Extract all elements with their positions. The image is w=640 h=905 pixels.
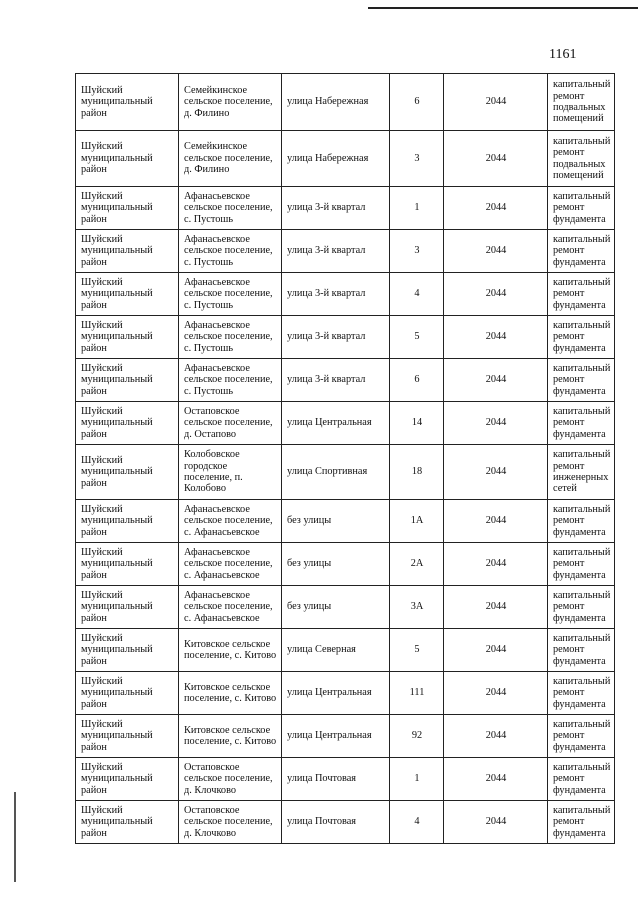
house-number-cell: 5 [390,316,444,359]
settlement-cell: Китовское сельское поселение, с. Китово [179,672,282,715]
district-cell: Шуйский муниципальный район [76,187,179,230]
table-row [76,131,615,187]
table-row [76,74,615,131]
settlement-cell: Колобовское городское поселение, п. Колобово [179,445,282,500]
district-cell: Шуйский муниципальный район [76,230,179,273]
year-cell: 2044 [444,402,548,445]
year-cell: 2044 [444,629,548,672]
work-type-cell: капитальный ремонт фундамента [548,316,615,359]
year-cell: 2044 [444,359,548,402]
settlement-cell: Семейкинское сельское поселение, д. Филино [179,74,282,131]
house-number-cell: 14 [390,402,444,445]
settlement-cell: Остаповское сельское поселение, д. Клочково [179,758,282,801]
district-cell: Шуйский муниципальный район [76,672,179,715]
street-cell: улица Почтовая [282,801,390,844]
district-cell: Шуйский муниципальный район [76,445,179,500]
top-rule [368,7,638,9]
street-cell: улица Спортивная [282,445,390,500]
house-number-cell: 1А [390,500,444,543]
work-type-cell: капитальный ремонт фундамента [548,187,615,230]
table-row [76,230,615,273]
year-cell: 2044 [444,715,548,758]
year-cell: 2044 [444,316,548,359]
work-type-cell: капитальный ремонт фундамента [548,230,615,273]
settlement-cell: Афанасьевское сельское поселение, с. Пустошь [179,187,282,230]
street-cell: улица Центральная [282,715,390,758]
work-type-cell: капитальный ремонт инженерных сетей [548,445,615,500]
table-row [76,715,615,758]
work-type-cell: капитальный ремонт фундамента [548,543,615,586]
street-cell: улица 3-й квартал [282,273,390,316]
house-number-cell: 4 [390,273,444,316]
district-cell: Шуйский муниципальный район [76,715,179,758]
work-type-cell: капитальный ремонт фундамента [548,586,615,629]
house-number-cell: 1 [390,758,444,801]
street-cell: без улицы [282,543,390,586]
settlement-cell: Семейкинское сельское поселение, д. Филино [179,131,282,187]
settlement-cell: Афанасьевское сельское поселение, с. Пустошь [179,273,282,316]
table-row [76,672,615,715]
district-cell: Шуйский муниципальный район [76,402,179,445]
street-cell: улица Центральная [282,672,390,715]
work-type-cell: капитальный ремонт фундамента [548,672,615,715]
settlement-cell: Афанасьевское сельское поселение, с. Афанасьевское [179,586,282,629]
table-row [76,801,615,844]
work-type-cell: капитальный ремонт фундамента [548,801,615,844]
house-number-cell: 6 [390,359,444,402]
margin-mark [14,792,16,882]
house-number-cell: 111 [390,672,444,715]
table-body [76,74,615,844]
street-cell: без улицы [282,586,390,629]
street-cell: улица 3-й квартал [282,359,390,402]
table-row [76,543,615,586]
district-cell: Шуйский муниципальный район [76,543,179,586]
table-row [76,273,615,316]
settlement-cell: Афанасьевское сельское поселение, с. Афанасьевское [179,500,282,543]
district-cell: Шуйский муниципальный район [76,359,179,402]
table-row [76,500,615,543]
house-number-cell: 6 [390,74,444,131]
work-type-cell: капитальный ремонт фундамента [548,500,615,543]
street-cell: улица Набережная [282,74,390,131]
year-cell: 2044 [444,131,548,187]
work-type-cell: капитальный ремонт фундамента [548,402,615,445]
year-cell: 2044 [444,801,548,844]
work-type-cell: капитальный ремонт фундамента [548,629,615,672]
house-number-cell: 18 [390,445,444,500]
street-cell: улица Почтовая [282,758,390,801]
table-row [76,359,615,402]
district-cell: Шуйский муниципальный район [76,316,179,359]
settlement-cell: Остаповское сельское поселение, д. Остапово [179,402,282,445]
street-cell: улица 3-й квартал [282,187,390,230]
district-cell: Шуйский муниципальный район [76,74,179,131]
settlement-cell: Остаповское сельское поселение, д. Клочково [179,801,282,844]
street-cell: улица Центральная [282,402,390,445]
street-cell: улица 3-й квартал [282,230,390,273]
settlement-cell: Афанасьевское сельское поселение, с. Пустошь [179,316,282,359]
page-number: 1161 [549,47,577,62]
house-number-cell: 2А [390,543,444,586]
table-row [76,402,615,445]
year-cell: 2044 [444,187,548,230]
house-number-cell: 1 [390,187,444,230]
table-row [76,445,615,500]
repair-schedule-table [75,73,615,844]
district-cell: Шуйский муниципальный район [76,586,179,629]
year-cell: 2044 [444,273,548,316]
work-type-cell: капитальный ремонт подвальных помещений [548,74,615,131]
table-row [76,758,615,801]
work-type-cell: капитальный ремонт фундамента [548,273,615,316]
year-cell: 2044 [444,672,548,715]
table-row [76,586,615,629]
year-cell: 2044 [444,543,548,586]
work-type-cell: капитальный ремонт подвальных помещений [548,131,615,187]
house-number-cell: 3 [390,230,444,273]
year-cell: 2044 [444,586,548,629]
house-number-cell: 5 [390,629,444,672]
district-cell: Шуйский муниципальный район [76,801,179,844]
settlement-cell: Афанасьевское сельское поселение, с. Пустошь [179,230,282,273]
table-row [76,629,615,672]
street-cell: улица 3-й квартал [282,316,390,359]
settlement-cell: Афанасьевское сельское поселение, с. Пустошь [179,359,282,402]
street-cell: улица Северная [282,629,390,672]
work-type-cell: капитальный ремонт фундамента [548,715,615,758]
district-cell: Шуйский муниципальный район [76,131,179,187]
year-cell: 2044 [444,500,548,543]
work-type-cell: капитальный ремонт фундамента [548,359,615,402]
house-number-cell: 3 [390,131,444,187]
settlement-cell: Китовское сельское поселение, с. Китово [179,629,282,672]
district-cell: Шуйский муниципальный район [76,758,179,801]
street-cell: улица Набережная [282,131,390,187]
year-cell: 2044 [444,74,548,131]
work-type-cell: капитальный ремонт фундамента [548,758,615,801]
district-cell: Шуйский муниципальный район [76,500,179,543]
street-cell: без улицы [282,500,390,543]
year-cell: 2044 [444,758,548,801]
table-row [76,187,615,230]
district-cell: Шуйский муниципальный район [76,629,179,672]
house-number-cell: 4 [390,801,444,844]
settlement-cell: Китовское сельское поселение, с. Китово [179,715,282,758]
house-number-cell: 92 [390,715,444,758]
settlement-cell: Афанасьевское сельское поселение, с. Афанасьевское [179,543,282,586]
table-row [76,316,615,359]
district-cell: Шуйский муниципальный район [76,273,179,316]
year-cell: 2044 [444,445,548,500]
year-cell: 2044 [444,230,548,273]
house-number-cell: 3А [390,586,444,629]
